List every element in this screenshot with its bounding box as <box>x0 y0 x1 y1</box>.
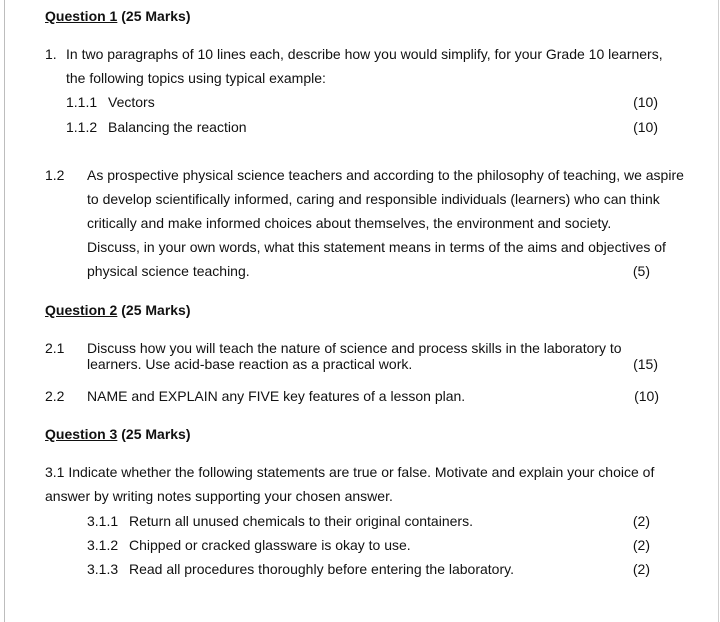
item-1-2-marks: (5) <box>632 263 650 279</box>
sub-item-3-1-2-text: Chipped or cracked glassware is okay to use. <box>129 537 411 553</box>
item-1-2-line-5: physical science teaching. <box>87 263 250 279</box>
item-1-number: 1. <box>45 46 57 62</box>
item-1-2-line-2: to develop scientifically informed, caring and responsible individuals (learners) who can think <box>87 191 660 207</box>
item-2-2-text: NAME and EXPLAIN any FIVE key features of a lesson plan. <box>87 388 466 404</box>
item-2-1-line-1: Discuss how you will teach the nature of science and process skills in the laboratory to <box>87 340 622 356</box>
sub-item-1-1-2-marks: (10) <box>633 119 658 135</box>
item-2-1-line-2: learners. Use acid-base reaction as a practical work. <box>87 356 413 372</box>
item-2-1-number: 2.1 <box>45 340 65 356</box>
item-1-2-line-3: critically and make informed choices about themselves, the environment and society. <box>87 215 612 231</box>
question-2-label: Question 2 <box>45 302 118 318</box>
sub-item-1-1-1-marks: (10) <box>633 94 658 110</box>
question-1-marks: (25 Marks) <box>117 8 191 24</box>
item-1-2-line-1: As prospective physical science teachers and according to the philosophy of teaching, we aspire <box>87 167 684 183</box>
sub-item-1-1-1-text: Vectors <box>108 94 155 110</box>
sub-item-1-1-1-number: 1.1.1 <box>66 94 98 110</box>
question-2-marks: (25 Marks) <box>117 302 191 318</box>
item-2-2-number: 2.2 <box>45 388 65 404</box>
question-3-label: Question 3 <box>45 426 118 442</box>
sub-item-3-1-1-number: 3.1.1 <box>87 513 119 529</box>
sub-item-3-1-1-marks: (2) <box>632 513 650 529</box>
sub-item-3-1-1-text: Return all unused chemicals to their original containers. <box>129 513 473 529</box>
item-1-line-2: the following topics using typical example: <box>66 70 326 86</box>
question-1-heading <box>45 4 191 28</box>
sub-item-3-1-3-text: Read all procedures thoroughly before entering the laboratory. <box>129 561 514 577</box>
page-left-edge <box>4 0 5 622</box>
sub-item-1-1-2-text: Balancing the reaction <box>108 119 247 135</box>
question-3-intro-line-2: answer by writing notes supporting your chosen answer. <box>45 488 393 504</box>
item-2-2-marks: (10) <box>634 388 659 404</box>
sub-item-3-1-3-marks: (2) <box>632 561 650 577</box>
page-right-edge <box>718 0 719 622</box>
question-3-intro-line-1: 3.1 Indicate whether the following statements are true or false. Motivate and explain your choice of <box>45 464 655 480</box>
question-1-label: Question 1 <box>45 8 118 24</box>
item-1-line-1: In two paragraphs of 10 lines each, describe how you would simplify, for your Grade 10 learners, <box>66 46 663 62</box>
item-1-2-line-4: Discuss, in your own words, what this statement means in terms of the aims and objectives of <box>87 239 666 255</box>
item-2-1-marks: (15) <box>633 356 658 372</box>
sub-item-1-1-2-number: 1.1.2 <box>66 119 98 135</box>
question-2-heading <box>45 298 191 322</box>
sub-item-3-1-2-number: 3.1.2 <box>87 537 119 553</box>
item-1-2-number: 1.2 <box>45 167 65 183</box>
question-3-marks: (25 Marks) <box>117 426 191 442</box>
sub-item-3-1-3-number: 3.1.3 <box>87 561 119 577</box>
question-3-heading <box>45 422 191 446</box>
sub-item-3-1-2-marks: (2) <box>632 537 650 553</box>
